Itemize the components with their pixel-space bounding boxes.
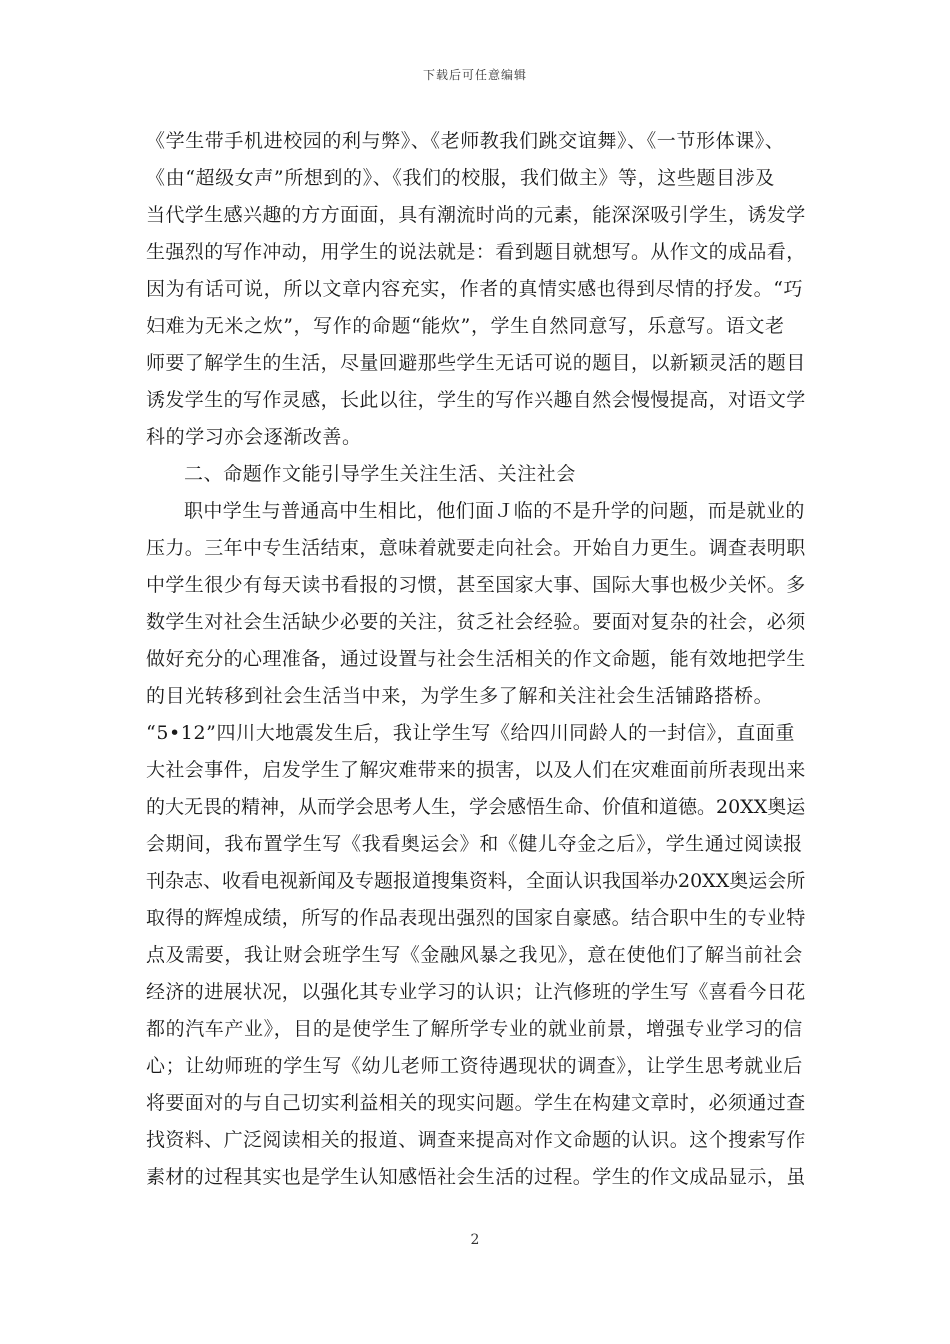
text-line: 诱发学生的写作灵感，长此以往，学生的写作兴趣自然会慢慢提高，对语文学 [146, 389, 806, 411]
text-line: 的目光转移到社会生活当中来，为学生多了解和关注社会生活铺路搭桥。 [146, 685, 774, 707]
text-line: 生强烈的写作冲动，用学生的说法就是：看到题目就想写。从作文的成品看， [146, 241, 806, 263]
text-line: 点及需要，我让财会班学生写《金融风暴之我见》，意在使他们了解当前社会 [146, 944, 803, 966]
text-line: 职中学生与普通高中生相比，他们面Ｊ临的不是升学的问题，而是就业的 [184, 500, 805, 522]
text-line: 妇难为无米之炊”，写作的命题“能炊”，学生自然同意写，乐意写。语文老 [146, 315, 785, 337]
text-line: 二、命题作文能引导学生关注生活、关注社会 [184, 463, 577, 485]
text-line: 都的汽车产业》，目的是使学生了解所学专业的就业前景，增强专业学习的信 [146, 1018, 803, 1040]
text-line: “5•12”四川大地震发生后，我让学生写《给四川同龄人的一封信》，直面重 [146, 722, 796, 744]
text-line: 《由“超级女声”所想到的》、《我们的校服，我们做主》等，这些题目涉及 [146, 167, 775, 189]
text-line: 师要了解学生的生活，尽量回避那些学生无话可说的题目，以新颖灵活的题目 [146, 352, 806, 374]
page-number: 2 [470, 1232, 480, 1248]
text-line: 大社会事件，启发学生了解灾难带来的损害，以及人们在灾难面前所表现出来 [146, 759, 806, 781]
text-line: 找资料、广泛阅读相关的报道、调查来提高对作文命题的认识。这个搜索写作 [146, 1129, 806, 1151]
text-line: 科的学习亦会逐渐改善。 [146, 426, 362, 448]
text-line: 刊杂志、收看电视新闻及专题报道搜集资料，全面认识我国举办20XX奥运会所 [146, 870, 806, 892]
text-line: 素材的过程其实也是学生认知感悟社会生活的过程。学生的作文成品显示，虽 [146, 1166, 806, 1188]
document-body [146, 123, 806, 1196]
text-line: 当代学生感兴趣的方方面面，具有潮流时尚的元素，能深深吸引学生，诱发学 [146, 204, 806, 226]
text-line: 《学生带手机进校园的利与弊》、《老师教我们跳交谊舞》、《一节形体课》、 [146, 130, 785, 152]
text-line: 心；让幼师班的学生写《幼儿老师工资待遇现状的调查》，让学生思考就业后 [146, 1055, 803, 1077]
text-line: 中学生很少有每天读书看报的习惯，甚至国家大事、国际大事也极少关怀。多 [146, 574, 806, 596]
text-line: 因为有话可说，所以文章内容充实，作者的真情实感也得到尽情的抒发。“巧 [146, 278, 804, 300]
text-line: 取得的辉煌成绩，所写的作品表现出强烈的国家自豪感。结合职中生的专业特 [146, 907, 806, 929]
text-line: 的大无畏的精神，从而学会思考人生，学会感悟生命、价值和道德。20XX奥运 [146, 796, 806, 818]
text-line: 压力。三年中专生活结束，意味着就要走向社会。开始自力更生。调查表明职 [146, 537, 806, 559]
text-line: 做好充分的心理准备，通过设置与社会生活相关的作文命题，能有效地把学生 [146, 648, 806, 670]
page-header: 下载后可任意编辑 [422, 68, 527, 82]
text-line: 将要面对的与自己切实利益相关的现实问题。学生在构建文章时，必须通过查 [146, 1092, 806, 1114]
text-line: 会期间，我布置学生写《我看奥运会》和《健儿夺金之后》，学生通过阅读报 [146, 833, 803, 855]
text-line: 数学生对社会生活缺少必要的关注，贫乏社会经验。要面对复杂的社会，必须 [146, 611, 806, 633]
text-line: 经济的进展状况，以强化其专业学习的认识；让汽修班的学生写《喜看今日花 [146, 981, 806, 1003]
